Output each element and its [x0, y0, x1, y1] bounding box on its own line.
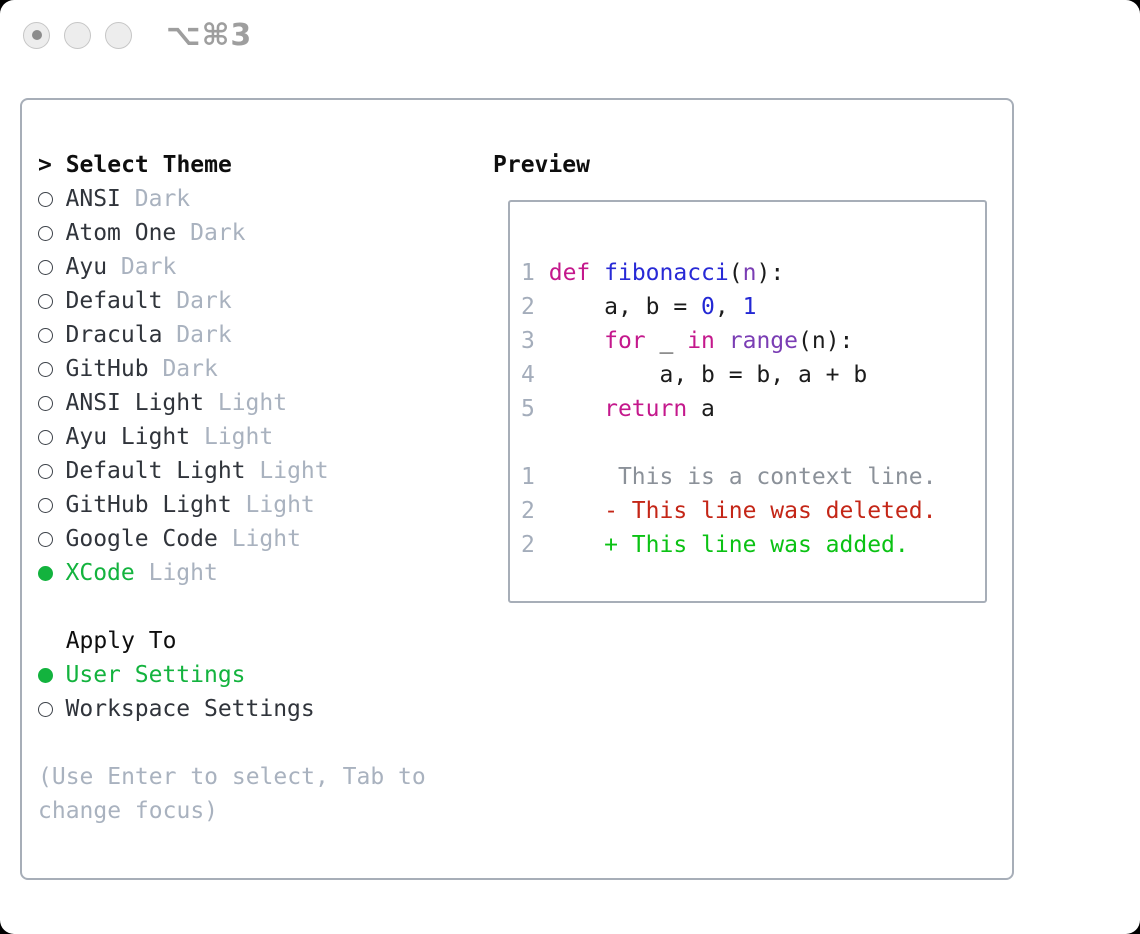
radio-icon [38, 396, 53, 411]
theme-name: GitHub Light [65, 492, 232, 518]
theme-variant: Dark [176, 322, 232, 348]
theme-name: Default Light [65, 458, 246, 484]
apply-option-user-settings[interactable] [38, 658, 426, 692]
theme-option-github-dark[interactable] [38, 352, 426, 386]
radio-icon [38, 226, 53, 241]
code-line: 1 def fibonacci(n): [521, 260, 785, 286]
usage-hint-line-2: change focus) [38, 798, 219, 824]
theme-name: Atom One [65, 220, 177, 246]
code-line [521, 426, 985, 460]
window-control-2[interactable] [64, 22, 91, 49]
code-line: 4 a, b = b, a + b [521, 362, 868, 388]
preview-title: Preview [493, 152, 590, 178]
window-title: ⌥⌘3 [166, 17, 253, 53]
code-line: 2 - This line was deleted. [521, 498, 937, 524]
cursor-prompt-icon: > [38, 152, 52, 178]
theme-name: GitHub [65, 356, 149, 382]
theme-variant: Dark [176, 288, 232, 314]
radio-icon [38, 498, 53, 513]
theme-option-google-code-light[interactable] [38, 522, 426, 556]
theme-option-atom-one-dark[interactable] [38, 216, 426, 250]
radio-icon [38, 532, 53, 547]
radio-icon [38, 464, 53, 479]
spacer [38, 726, 426, 760]
theme-picker-panel [20, 98, 1014, 880]
theme-variant: Light [203, 424, 274, 450]
apply-option-label: User Settings [65, 662, 246, 688]
radio-icon [38, 328, 53, 343]
theme-option-ansi-light-light[interactable] [38, 386, 426, 420]
theme-name: Dracula [65, 322, 163, 348]
theme-name: ANSI Light [65, 390, 204, 416]
radio-icon [38, 430, 53, 445]
theme-variant: Dark [162, 356, 218, 382]
theme-name: Ayu [65, 254, 108, 280]
theme-variant: Light [245, 492, 315, 518]
apply-option-label: Workspace Settings [65, 696, 315, 722]
radio-selected-icon [38, 668, 53, 683]
code-line: 1 This is a context line. [521, 464, 937, 490]
theme-name: ANSI [65, 186, 121, 212]
radio-icon [38, 192, 53, 207]
theme-option-xcode-light[interactable] [38, 556, 426, 590]
radio-icon [38, 294, 53, 309]
radio-selected-icon [38, 566, 53, 581]
theme-option-github-light-light[interactable] [38, 488, 426, 522]
active-dot-icon [32, 30, 42, 40]
theme-name: XCode [65, 560, 135, 586]
theme-variant: Dark [120, 254, 177, 280]
select-theme-header [38, 148, 426, 182]
usage-hint [38, 760, 426, 828]
radio-icon [38, 702, 53, 717]
usage-hint-line-1: (Use Enter to select, Tab to [38, 764, 426, 790]
theme-name: Google Code [65, 526, 218, 552]
theme-option-ayu-light-light[interactable] [38, 420, 426, 454]
window-control-3[interactable] [105, 22, 132, 49]
theme-list [38, 182, 426, 590]
window-control-1[interactable] [23, 22, 50, 49]
apply-to-header: Apply To [65, 628, 177, 654]
theme-option-ansi-dark[interactable] [38, 182, 426, 216]
code-line: 3 for _ in range(n): [521, 328, 854, 354]
code-line: 2 + This line was added. [521, 532, 909, 558]
select-theme-label: Select Theme [65, 152, 232, 178]
preview-box [508, 200, 987, 603]
theme-pane [38, 148, 426, 828]
titlebar [0, 0, 1140, 70]
theme-option-dracula-dark[interactable] [38, 318, 426, 352]
code-line: 2 a, b = 0, 1 [521, 294, 757, 320]
theme-variant: Light [217, 390, 288, 416]
radio-icon [38, 260, 53, 275]
theme-option-ayu-dark[interactable] [38, 250, 426, 284]
theme-name: Default [65, 288, 163, 314]
spacer [38, 590, 426, 624]
theme-variant: Light [259, 458, 329, 484]
theme-variant: Light [148, 560, 218, 586]
theme-variant: Light [231, 526, 301, 552]
code-preview [521, 256, 985, 562]
theme-option-default-dark[interactable] [38, 284, 426, 318]
theme-option-default-light-light[interactable] [38, 454, 426, 488]
code-line: 5 return a [521, 396, 715, 422]
theme-name: Ayu Light [65, 424, 191, 450]
theme-variant: Dark [134, 186, 191, 212]
theme-variant: Dark [190, 220, 246, 246]
apply-option-workspace-settings[interactable] [38, 692, 426, 726]
radio-icon [38, 362, 53, 377]
apply-to-list [38, 658, 426, 726]
window-controls [23, 22, 132, 49]
